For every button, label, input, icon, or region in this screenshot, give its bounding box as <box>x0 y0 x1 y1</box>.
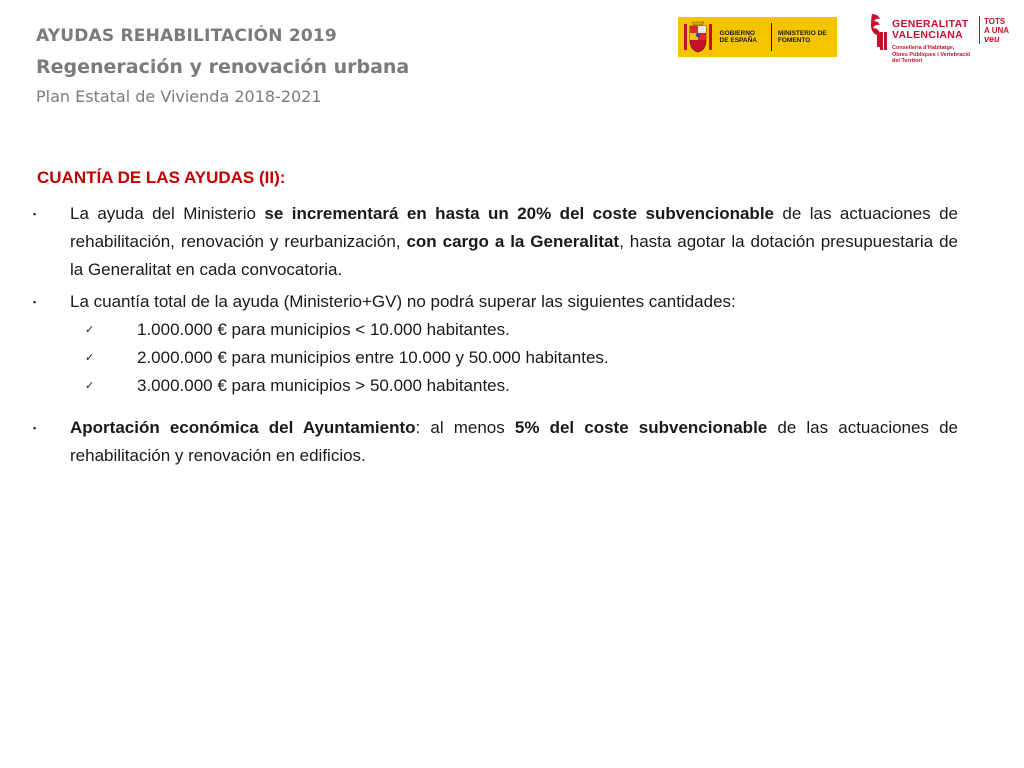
check-item <box>30 316 958 344</box>
gobierno-espana-label: GOBIERNO DE ESPAÑA <box>719 30 757 44</box>
ministerio-fomento-label: MINISTERIO DE FOMENTO <box>777 30 827 44</box>
header <box>36 26 409 106</box>
check-list <box>30 316 958 400</box>
square-bullet-icon: ▪ <box>33 423 37 433</box>
gv-tots-line2: A UNA <box>984 25 1010 35</box>
header-plan: Plan Estatal de Vivienda 2018-2021 <box>36 87 322 106</box>
gv-tots-line3: veu <box>984 34 1000 44</box>
bold-run: se incrementará en hasta un 20% del coste subvencionable <box>264 204 774 223</box>
content <box>30 200 958 470</box>
checkmark-icon: ✓ <box>85 352 95 364</box>
text-run: La ayuda del Ministerio <box>70 204 265 223</box>
gv-name <box>892 19 968 41</box>
gv-emblem-icon <box>868 12 890 52</box>
checkmark-icon: ✓ <box>85 380 95 392</box>
text-run: de las actuaciones de rehabilitación, renovación y reurbanización, <box>70 204 958 251</box>
gv-tots-a-una-veu <box>984 18 1009 44</box>
text-run: , hasta agotar la dotación presupuestaria de la Generalitat en cada convocatoria. <box>70 232 958 279</box>
check-text: 1.000.000 € para municipios < 10.000 habitantes. <box>137 320 510 339</box>
square-bullet-icon: ▪ <box>33 297 37 307</box>
gobierno-espana-logo <box>678 17 837 57</box>
check-text: 3.000.000 € para municipios > 50.000 habitantes. <box>137 376 510 395</box>
header-title: AYUDAS REHABILITACIÓN 2019 <box>36 26 337 46</box>
text-run: de las actuaciones de rehabilitación y renovación en edificios. <box>70 418 958 465</box>
bullet-item <box>30 414 958 470</box>
check-item <box>30 372 958 400</box>
square-bullet-icon: ▪ <box>33 209 37 219</box>
bullet-text <box>70 288 958 316</box>
check-text: 2.000.000 € para municipios entre 10.000 y 50.000 habitantes. <box>137 348 609 367</box>
bullet-text <box>70 414 958 470</box>
text-run: La cuantía total de la ayuda (Ministerio+GV) no podrá superar las siguientes cantidades: <box>70 292 736 311</box>
gv-name-line2: VALENCIANA <box>892 29 964 41</box>
gv-tots-line1: TOTS <box>984 17 1006 26</box>
checkmark-icon: ✓ <box>85 324 95 336</box>
section-title: CUANTÍA DE LAS AYUDAS (II): <box>37 168 286 187</box>
bold-run: 5% del coste subvencionable <box>514 418 768 437</box>
gv-sub-line2: Obres Públiques i Vertebració <box>892 51 971 58</box>
logo-divider <box>771 23 772 51</box>
spain-coat-of-arms-icon <box>682 19 714 55</box>
bullet-item <box>30 200 958 284</box>
check-item <box>30 344 958 372</box>
header-subtitle: Regeneración y renovación urbana <box>36 56 410 78</box>
bold-run: Aportación económica del Ayuntamiento <box>70 418 416 437</box>
bold-run: con cargo a la Generalitat <box>406 232 620 251</box>
text-run: : al menos <box>415 418 515 437</box>
gv-sub-line1: Conselleria d'Habitatge, <box>892 45 955 51</box>
gv-name-line1: GENERALITAT <box>892 18 969 30</box>
gv-sub-line3: del Territori <box>892 58 923 64</box>
generalitat-valenciana-logo <box>868 10 1013 70</box>
gv-conselleria <box>892 45 970 65</box>
gv-separator <box>979 16 980 44</box>
bullet-item <box>30 288 958 316</box>
bullet-text <box>70 200 958 284</box>
